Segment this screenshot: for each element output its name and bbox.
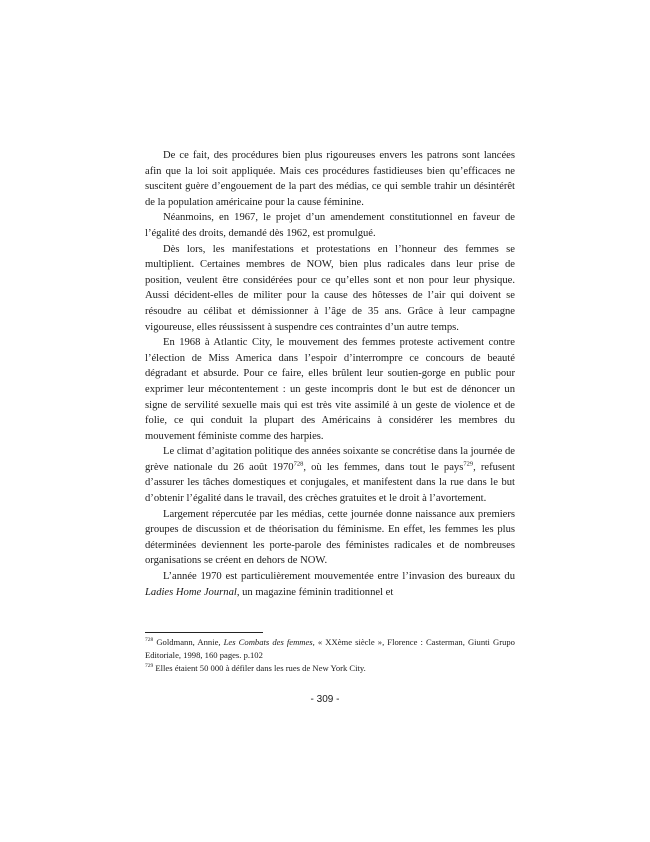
footnote-728: [145, 636, 515, 662]
body-text: [145, 148, 515, 600]
footnote-729-text: Elles étaient 50 000 à défiler dans les rues de New York City.: [153, 663, 366, 673]
footnote-number-729: 729: [145, 663, 154, 670]
footnote-ref-729[interactable]: 729: [463, 460, 474, 468]
paragraph-1: De ce fait, des procédures bien plus rigoureuses envers les patrons sont lancées afin que la loi soit appliquée. Mais ces procédures fastidieuses bien qu’efficaces ne suscitent guère d’engouement de la part des médias, ce qui semble trahir un désintérêt de la population américaine pour la cause féminine.: [145, 150, 515, 208]
footnotes: [145, 636, 515, 675]
paragraph-7-part-1: L’année 1970 est particulièrement mouvementée entre l’invasion des bureaux du: [163, 571, 515, 583]
paragraph-2: Néanmoins, en 1967, le projet d’un amendement constitutionnel en faveur de l’égalité des droits, demandé dès 1962, est promulgué.: [145, 212, 515, 239]
footnote-728-part-2: , « XXème siècle », Florence : Casterman, Giunti Grupo Editoriale, 1998, 160 pages. p.102: [145, 637, 515, 660]
book-title: Les Combats des femmes: [223, 637, 313, 647]
footnote-729: [145, 662, 515, 675]
footnote-728-part-1: Goldmann, Annie,: [153, 637, 224, 647]
page-number: - 309 -: [310, 694, 340, 705]
footnote-ref-728[interactable]: 728: [293, 460, 304, 468]
paragraph-5-part-2: , où les femmes, dans tout le pays: [303, 461, 464, 473]
paragraph-6: Largement répercutée par les médias, cette journée donne naissance aux premiers groupes de discussion et de théorisation du féminisme. En effet, les femmes les plus déterminées deviennent les porte-parole des féministes radicales et de nombreuses organisations se créent en dehors de NOW.: [145, 508, 515, 567]
paragraph-5-part-3: , refusent d’assurer les tâches domestiques et conjugales, et manifestent dans la rue dans le but d’obtenir l’égalité dans le travail, des crèches gratuites et le droit à l’avortement.: [145, 461, 515, 505]
paragraph-4: En 1968 à Atlantic City, le mouvement des femmes proteste activement contre l’élection de Miss America dans l’espoir d’interrompre ce concours de beauté dégradant et absurde. Pour ce faire, elles brûlent leur soutien-gorge en public pour exprimer leur mécontentement : un geste incompris dont le but est de dénoncer un signe de servilité sexuelle mais qui est très vite assimilé à un geste de violence et de folie, ce qui conduit la plupart des Américains à considérer les membres du mouvement féministe comme des harpies.: [145, 337, 515, 442]
paragraph-7: [145, 569, 515, 600]
paragraph-7-part-2: , un magazine féminin traditionnel et: [236, 586, 394, 598]
footnote-number-728: 728: [145, 637, 154, 644]
paragraph-5-part-1: Le climat d’agitation politique des années soixante se concrétise dans la journée de grève nationale du 26 août 1970: [145, 446, 515, 473]
paragraph-5: [145, 444, 515, 506]
paragraph-3: Dès lors, les manifestations et protestations en l’honneur des femmes se multiplient. Certaines membres de NOW, bien plus radicales dans leur prise de position, veulent être considérées pour ce qu’elles sont et non pour leur physique. Aussi décident-elles de militer pour la cause des hôtesses de l’air qui doivent se résoudre au célibat et démissionner à l’âge de 35 ans. Grâce à leur campagne vigoureuse, elles réussissent à suspendre ces contraintes d’un autre temps.: [145, 243, 515, 333]
magazine-title: Ladies Home Journal: [145, 586, 237, 598]
footnote-separator: [145, 632, 263, 633]
